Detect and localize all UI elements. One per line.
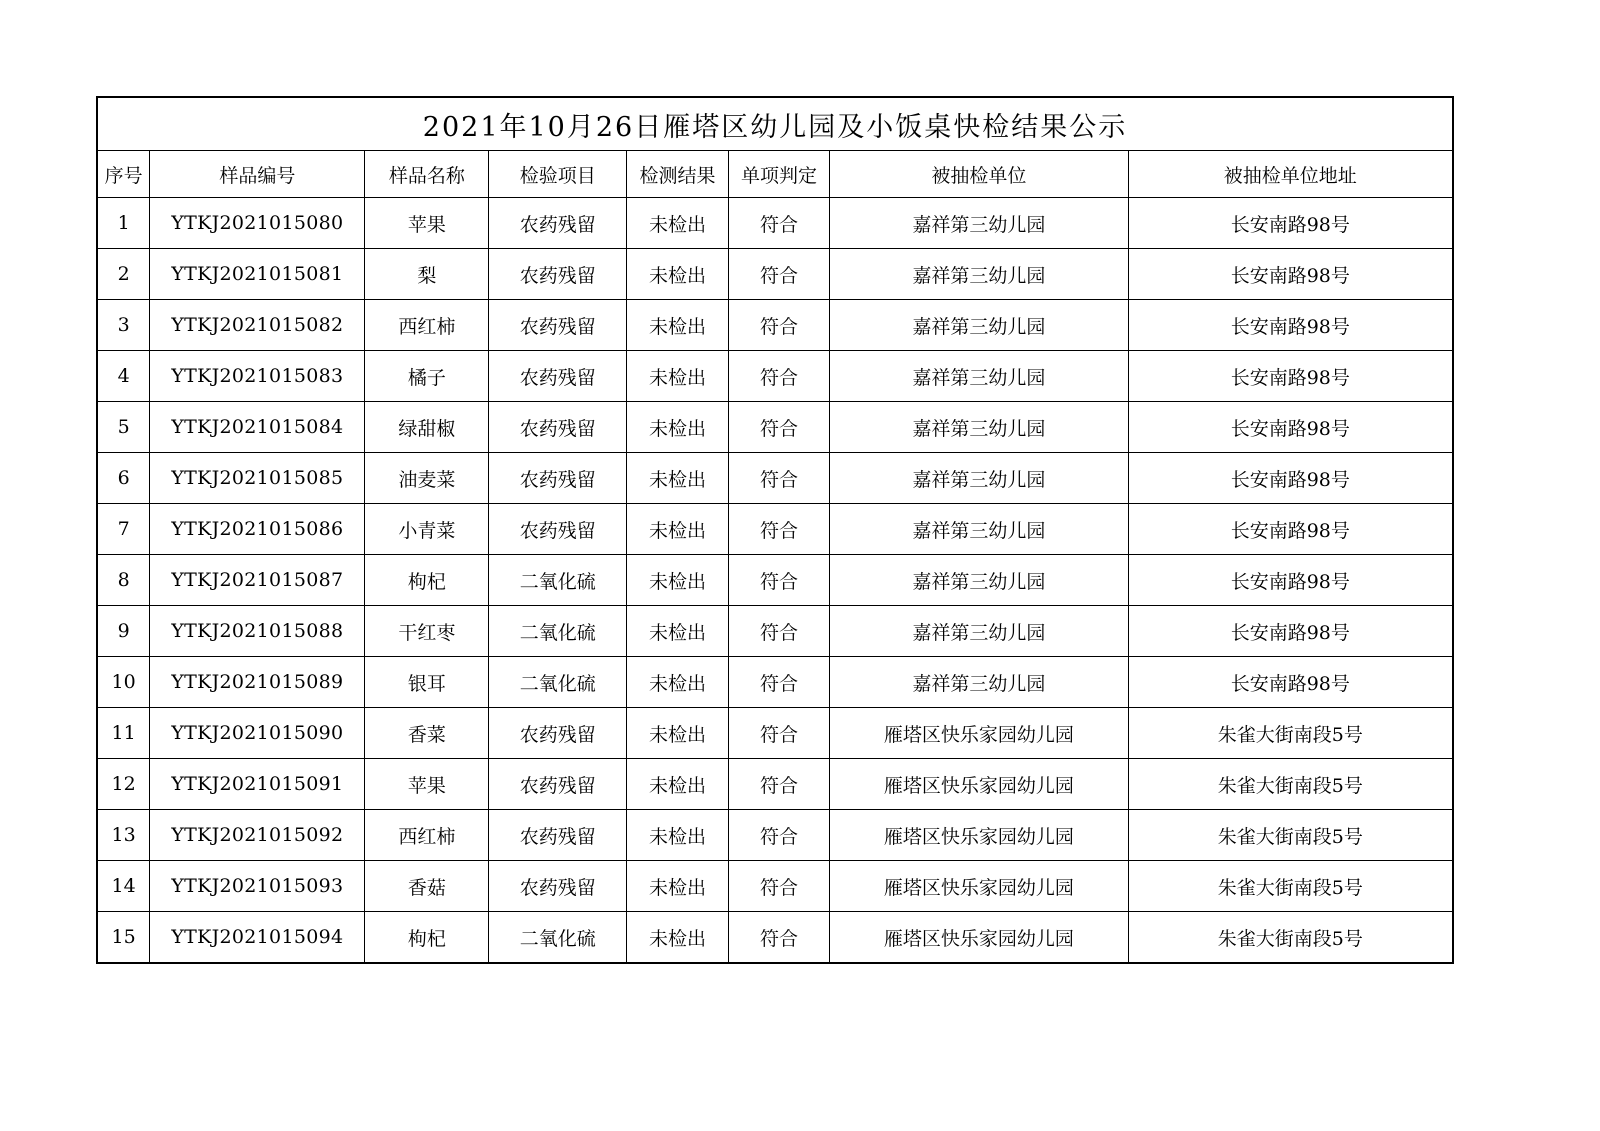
column-header-sample-code: 样品编号 <box>150 151 365 198</box>
table-row <box>97 810 1453 861</box>
cell-judgement: 符合 <box>728 606 829 657</box>
inspection-results-table <box>96 96 1454 964</box>
cell-row-index: 1 <box>97 198 150 249</box>
cell-inspected-unit-address: 长安南路98号 <box>1128 453 1453 504</box>
cell-sample-name: 绿甜椒 <box>365 402 489 453</box>
cell-inspected-unit: 嘉祥第三幼儿园 <box>830 300 1128 351</box>
table-row <box>97 861 1453 912</box>
cell-inspected-unit: 嘉祥第三幼儿园 <box>830 504 1128 555</box>
cell-inspected-unit-address: 朱雀大街南段5号 <box>1128 861 1453 912</box>
cell-sample-code: YTKJ2021015094 <box>150 912 365 964</box>
cell-test-result: 未检出 <box>627 810 728 861</box>
cell-row-index: 15 <box>97 912 150 964</box>
cell-sample-name: 香菜 <box>365 708 489 759</box>
cell-judgement: 符合 <box>728 402 829 453</box>
table-row <box>97 708 1453 759</box>
cell-judgement: 符合 <box>728 759 829 810</box>
cell-test-item: 农药残留 <box>489 300 627 351</box>
cell-inspected-unit-address: 长安南路98号 <box>1128 606 1453 657</box>
cell-sample-name: 小青菜 <box>365 504 489 555</box>
cell-row-index: 9 <box>97 606 150 657</box>
title-row <box>97 97 1453 151</box>
cell-judgement: 符合 <box>728 555 829 606</box>
cell-test-result: 未检出 <box>627 657 728 708</box>
table-row <box>97 657 1453 708</box>
cell-sample-name: 西红柿 <box>365 810 489 861</box>
cell-test-result: 未检出 <box>627 555 728 606</box>
cell-test-item: 农药残留 <box>489 759 627 810</box>
cell-sample-name: 橘子 <box>365 351 489 402</box>
table-row <box>97 759 1453 810</box>
cell-judgement: 符合 <box>728 912 829 964</box>
table-row <box>97 249 1453 300</box>
cell-row-index: 8 <box>97 555 150 606</box>
cell-inspected-unit-address: 长安南路98号 <box>1128 249 1453 300</box>
cell-sample-code: YTKJ2021015092 <box>150 810 365 861</box>
table-row <box>97 606 1453 657</box>
table-row <box>97 300 1453 351</box>
cell-inspected-unit: 雁塔区快乐家园幼儿园 <box>830 708 1128 759</box>
cell-test-item: 农药残留 <box>489 249 627 300</box>
cell-inspected-unit-address: 朱雀大街南段5号 <box>1128 708 1453 759</box>
cell-inspected-unit: 雁塔区快乐家园幼儿园 <box>830 861 1128 912</box>
cell-inspected-unit: 雁塔区快乐家园幼儿园 <box>830 810 1128 861</box>
cell-row-index: 13 <box>97 810 150 861</box>
cell-inspected-unit-address: 朱雀大街南段5号 <box>1128 810 1453 861</box>
cell-test-item: 农药残留 <box>489 351 627 402</box>
cell-test-result: 未检出 <box>627 198 728 249</box>
cell-row-index: 3 <box>97 300 150 351</box>
cell-inspected-unit: 嘉祥第三幼儿园 <box>830 351 1128 402</box>
cell-row-index: 10 <box>97 657 150 708</box>
cell-test-result: 未检出 <box>627 912 728 964</box>
cell-inspected-unit: 雁塔区快乐家园幼儿园 <box>830 912 1128 964</box>
cell-inspected-unit: 嘉祥第三幼儿园 <box>830 198 1128 249</box>
cell-inspected-unit-address: 长安南路98号 <box>1128 402 1453 453</box>
column-header-unit: 被抽检单位 <box>830 151 1128 198</box>
table-row <box>97 453 1453 504</box>
cell-sample-code: YTKJ2021015086 <box>150 504 365 555</box>
cell-sample-name: 干红枣 <box>365 606 489 657</box>
cell-row-index: 14 <box>97 861 150 912</box>
cell-inspected-unit-address: 长安南路98号 <box>1128 555 1453 606</box>
table-row <box>97 912 1453 964</box>
column-header-sample-name: 样品名称 <box>365 151 489 198</box>
cell-row-index: 11 <box>97 708 150 759</box>
cell-test-item: 农药残留 <box>489 504 627 555</box>
cell-test-item: 二氧化硫 <box>489 912 627 964</box>
cell-sample-code: YTKJ2021015089 <box>150 657 365 708</box>
cell-sample-code: YTKJ2021015085 <box>150 453 365 504</box>
cell-inspected-unit: 嘉祥第三幼儿园 <box>830 453 1128 504</box>
table-header-row <box>97 151 1453 198</box>
cell-sample-code: YTKJ2021015084 <box>150 402 365 453</box>
column-header-index: 序号 <box>97 151 150 198</box>
cell-test-item: 农药残留 <box>489 453 627 504</box>
column-header-address: 被抽检单位地址 <box>1128 151 1453 198</box>
cell-judgement: 符合 <box>728 657 829 708</box>
cell-inspected-unit-address: 长安南路98号 <box>1128 198 1453 249</box>
cell-test-item: 二氧化硫 <box>489 555 627 606</box>
cell-row-index: 5 <box>97 402 150 453</box>
cell-test-result: 未检出 <box>627 708 728 759</box>
cell-row-index: 2 <box>97 249 150 300</box>
table-row <box>97 504 1453 555</box>
cell-test-result: 未检出 <box>627 759 728 810</box>
cell-test-result: 未检出 <box>627 606 728 657</box>
cell-sample-code: YTKJ2021015080 <box>150 198 365 249</box>
table-row <box>97 198 1453 249</box>
cell-sample-name: 梨 <box>365 249 489 300</box>
cell-test-result: 未检出 <box>627 861 728 912</box>
cell-sample-code: YTKJ2021015088 <box>150 606 365 657</box>
cell-sample-name: 苹果 <box>365 759 489 810</box>
column-header-judgement: 单项判定 <box>728 151 829 198</box>
cell-test-item: 二氧化硫 <box>489 606 627 657</box>
cell-inspected-unit-address: 朱雀大街南段5号 <box>1128 759 1453 810</box>
cell-judgement: 符合 <box>728 861 829 912</box>
cell-sample-name: 枸杞 <box>365 555 489 606</box>
cell-inspected-unit: 嘉祥第三幼儿园 <box>830 249 1128 300</box>
cell-sample-code: YTKJ2021015093 <box>150 861 365 912</box>
cell-test-result: 未检出 <box>627 453 728 504</box>
cell-judgement: 符合 <box>728 504 829 555</box>
cell-inspected-unit-address: 朱雀大街南段5号 <box>1128 912 1453 964</box>
cell-inspected-unit-address: 长安南路98号 <box>1128 300 1453 351</box>
cell-inspected-unit: 嘉祥第三幼儿园 <box>830 555 1128 606</box>
column-header-test-item: 检验项目 <box>489 151 627 198</box>
cell-test-result: 未检出 <box>627 504 728 555</box>
cell-inspected-unit: 嘉祥第三幼儿园 <box>830 606 1128 657</box>
cell-test-item: 农药残留 <box>489 402 627 453</box>
cell-inspected-unit-address: 长安南路98号 <box>1128 657 1453 708</box>
page-title: 2021年10月26日雁塔区幼儿园及小饭桌快检结果公示 <box>97 97 1453 151</box>
cell-sample-code: YTKJ2021015082 <box>150 300 365 351</box>
cell-judgement: 符合 <box>728 708 829 759</box>
cell-sample-name: 枸杞 <box>365 912 489 964</box>
cell-judgement: 符合 <box>728 351 829 402</box>
cell-test-item: 二氧化硫 <box>489 657 627 708</box>
cell-inspected-unit: 嘉祥第三幼儿园 <box>830 657 1128 708</box>
cell-test-result: 未检出 <box>627 402 728 453</box>
cell-sample-code: YTKJ2021015091 <box>150 759 365 810</box>
cell-judgement: 符合 <box>728 300 829 351</box>
cell-inspected-unit: 嘉祥第三幼儿园 <box>830 402 1128 453</box>
column-header-test-result: 检测结果 <box>627 151 728 198</box>
cell-test-item: 农药残留 <box>489 810 627 861</box>
cell-judgement: 符合 <box>728 810 829 861</box>
cell-judgement: 符合 <box>728 198 829 249</box>
cell-sample-code: YTKJ2021015081 <box>150 249 365 300</box>
cell-sample-code: YTKJ2021015083 <box>150 351 365 402</box>
cell-row-index: 4 <box>97 351 150 402</box>
cell-judgement: 符合 <box>728 453 829 504</box>
table-row <box>97 351 1453 402</box>
cell-row-index: 7 <box>97 504 150 555</box>
cell-row-index: 6 <box>97 453 150 504</box>
cell-sample-name: 香菇 <box>365 861 489 912</box>
cell-test-result: 未检出 <box>627 249 728 300</box>
cell-sample-name: 苹果 <box>365 198 489 249</box>
table-row <box>97 402 1453 453</box>
table-row <box>97 555 1453 606</box>
cell-test-result: 未检出 <box>627 351 728 402</box>
cell-sample-code: YTKJ2021015090 <box>150 708 365 759</box>
cell-test-result: 未检出 <box>627 300 728 351</box>
cell-test-item: 农药残留 <box>489 708 627 759</box>
cell-sample-code: YTKJ2021015087 <box>150 555 365 606</box>
cell-inspected-unit-address: 长安南路98号 <box>1128 351 1453 402</box>
cell-row-index: 12 <box>97 759 150 810</box>
cell-inspected-unit: 雁塔区快乐家园幼儿园 <box>830 759 1128 810</box>
cell-sample-name: 油麦菜 <box>365 453 489 504</box>
cell-inspected-unit-address: 长安南路98号 <box>1128 504 1453 555</box>
cell-sample-name: 西红柿 <box>365 300 489 351</box>
cell-judgement: 符合 <box>728 249 829 300</box>
cell-test-item: 农药残留 <box>489 198 627 249</box>
cell-test-item: 农药残留 <box>489 861 627 912</box>
cell-sample-name: 银耳 <box>365 657 489 708</box>
